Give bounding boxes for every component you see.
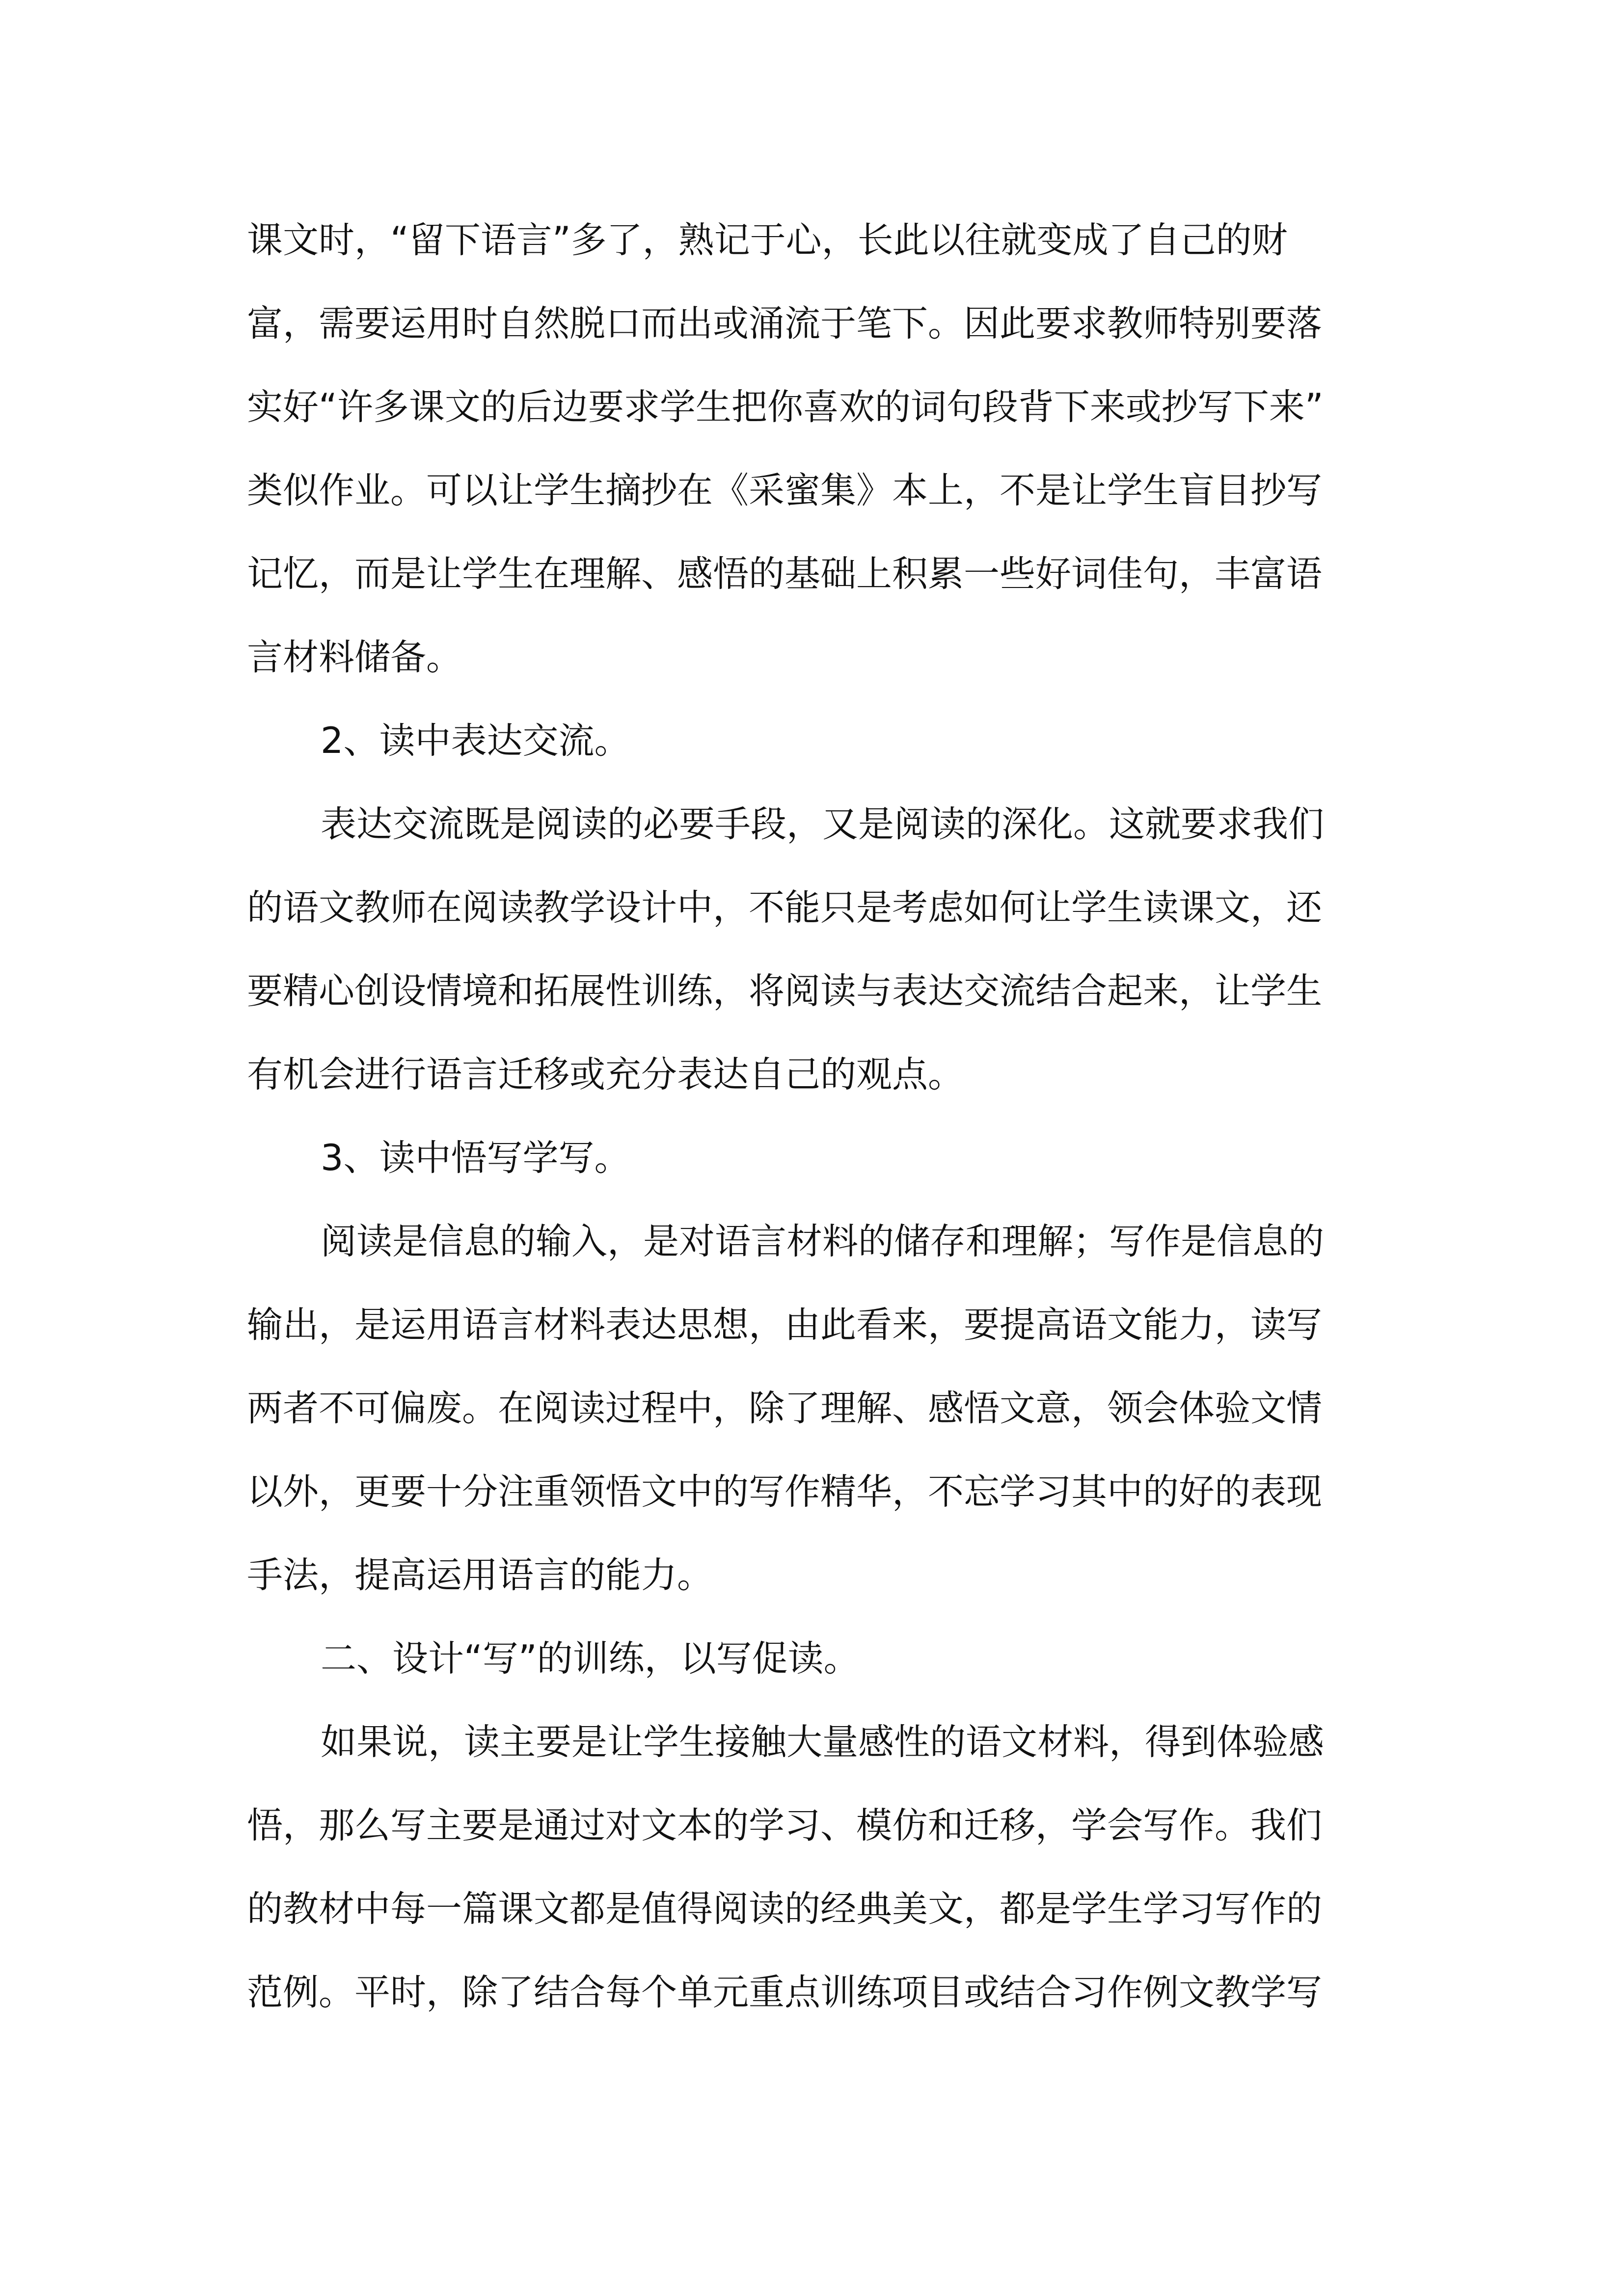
text-line-6: 言材料储备。 (247, 637, 462, 678)
text-line-2: 富，需要运用时自然脱口而出或涌流于笔下。因此要求教师特别要落 (247, 303, 1322, 345)
text-line-19: 如果说，读主要是让学生接触大量感性的语文材料，得到体验感 (321, 1721, 1324, 1763)
text-line-15: 两者不可偏废。在阅读过程中，除了理解、感悟文意，领会体验文情 (247, 1388, 1322, 1429)
text-line-3: 实好“许多课文的后边要求学生把你喜欢的词句段背下来或抄写下来” (247, 386, 1324, 428)
text-line-20: 悟，那么写主要是通过对文本的学习、模仿和迁移，学会写作。我们 (247, 1805, 1322, 1846)
text-line-1: 课文时，“留下语言”多了，熟记于心，长此以往就变成了自己的财 (247, 219, 1288, 261)
section-heading-3: 3、读中悟写学写。 (321, 1137, 630, 1179)
section-heading-two: 二、设计“写”的训练，以写促读。 (321, 1638, 860, 1680)
section-heading-2: 2、读中表达交流。 (321, 720, 630, 762)
text-line-13: 阅读是信息的输入，是对语言材料的储存和理解；写作是信息的 (321, 1221, 1324, 1262)
text-line-16: 以外，更要十分注重领悟文中的写作精华，不忘学习其中的好的表现 (247, 1471, 1322, 1513)
text-line-9: 的语文教师在阅读教学设计中，不能只是考虑如何让学生读课文，还 (247, 887, 1322, 929)
text-line-14: 输出，是运用语言材料表达思想，由此看来，要提高语文能力，读写 (247, 1304, 1322, 1346)
text-line-21: 的教材中每一篇课文都是值得阅读的经典美文，都是学生学习写作的 (247, 1888, 1322, 1930)
text-line-22: 范例。平时，除了结合每个单元重点训练项目或结合习作例文教学写 (247, 1972, 1322, 2013)
text-line-4: 类似作业。可以让学生摘抄在《采蜜集》本上，不是让学生盲目抄写 (247, 470, 1322, 511)
text-line-11: 有机会进行语言迁移或充分表达自己的观点。 (247, 1054, 964, 1095)
text-line-10: 要精心创设情境和拓展性训练，将阅读与表达交流结合起来，让学生 (247, 970, 1322, 1012)
text-line-5: 记忆，而是让学生在理解、感悟的基础上积累一些好词佳句，丰富语 (247, 553, 1322, 595)
text-line-8: 表达交流既是阅读的必要手段，又是阅读的深化。这就要求我们 (321, 803, 1324, 845)
text-line-17: 手法，提高运用语言的能力。 (247, 1554, 713, 1596)
